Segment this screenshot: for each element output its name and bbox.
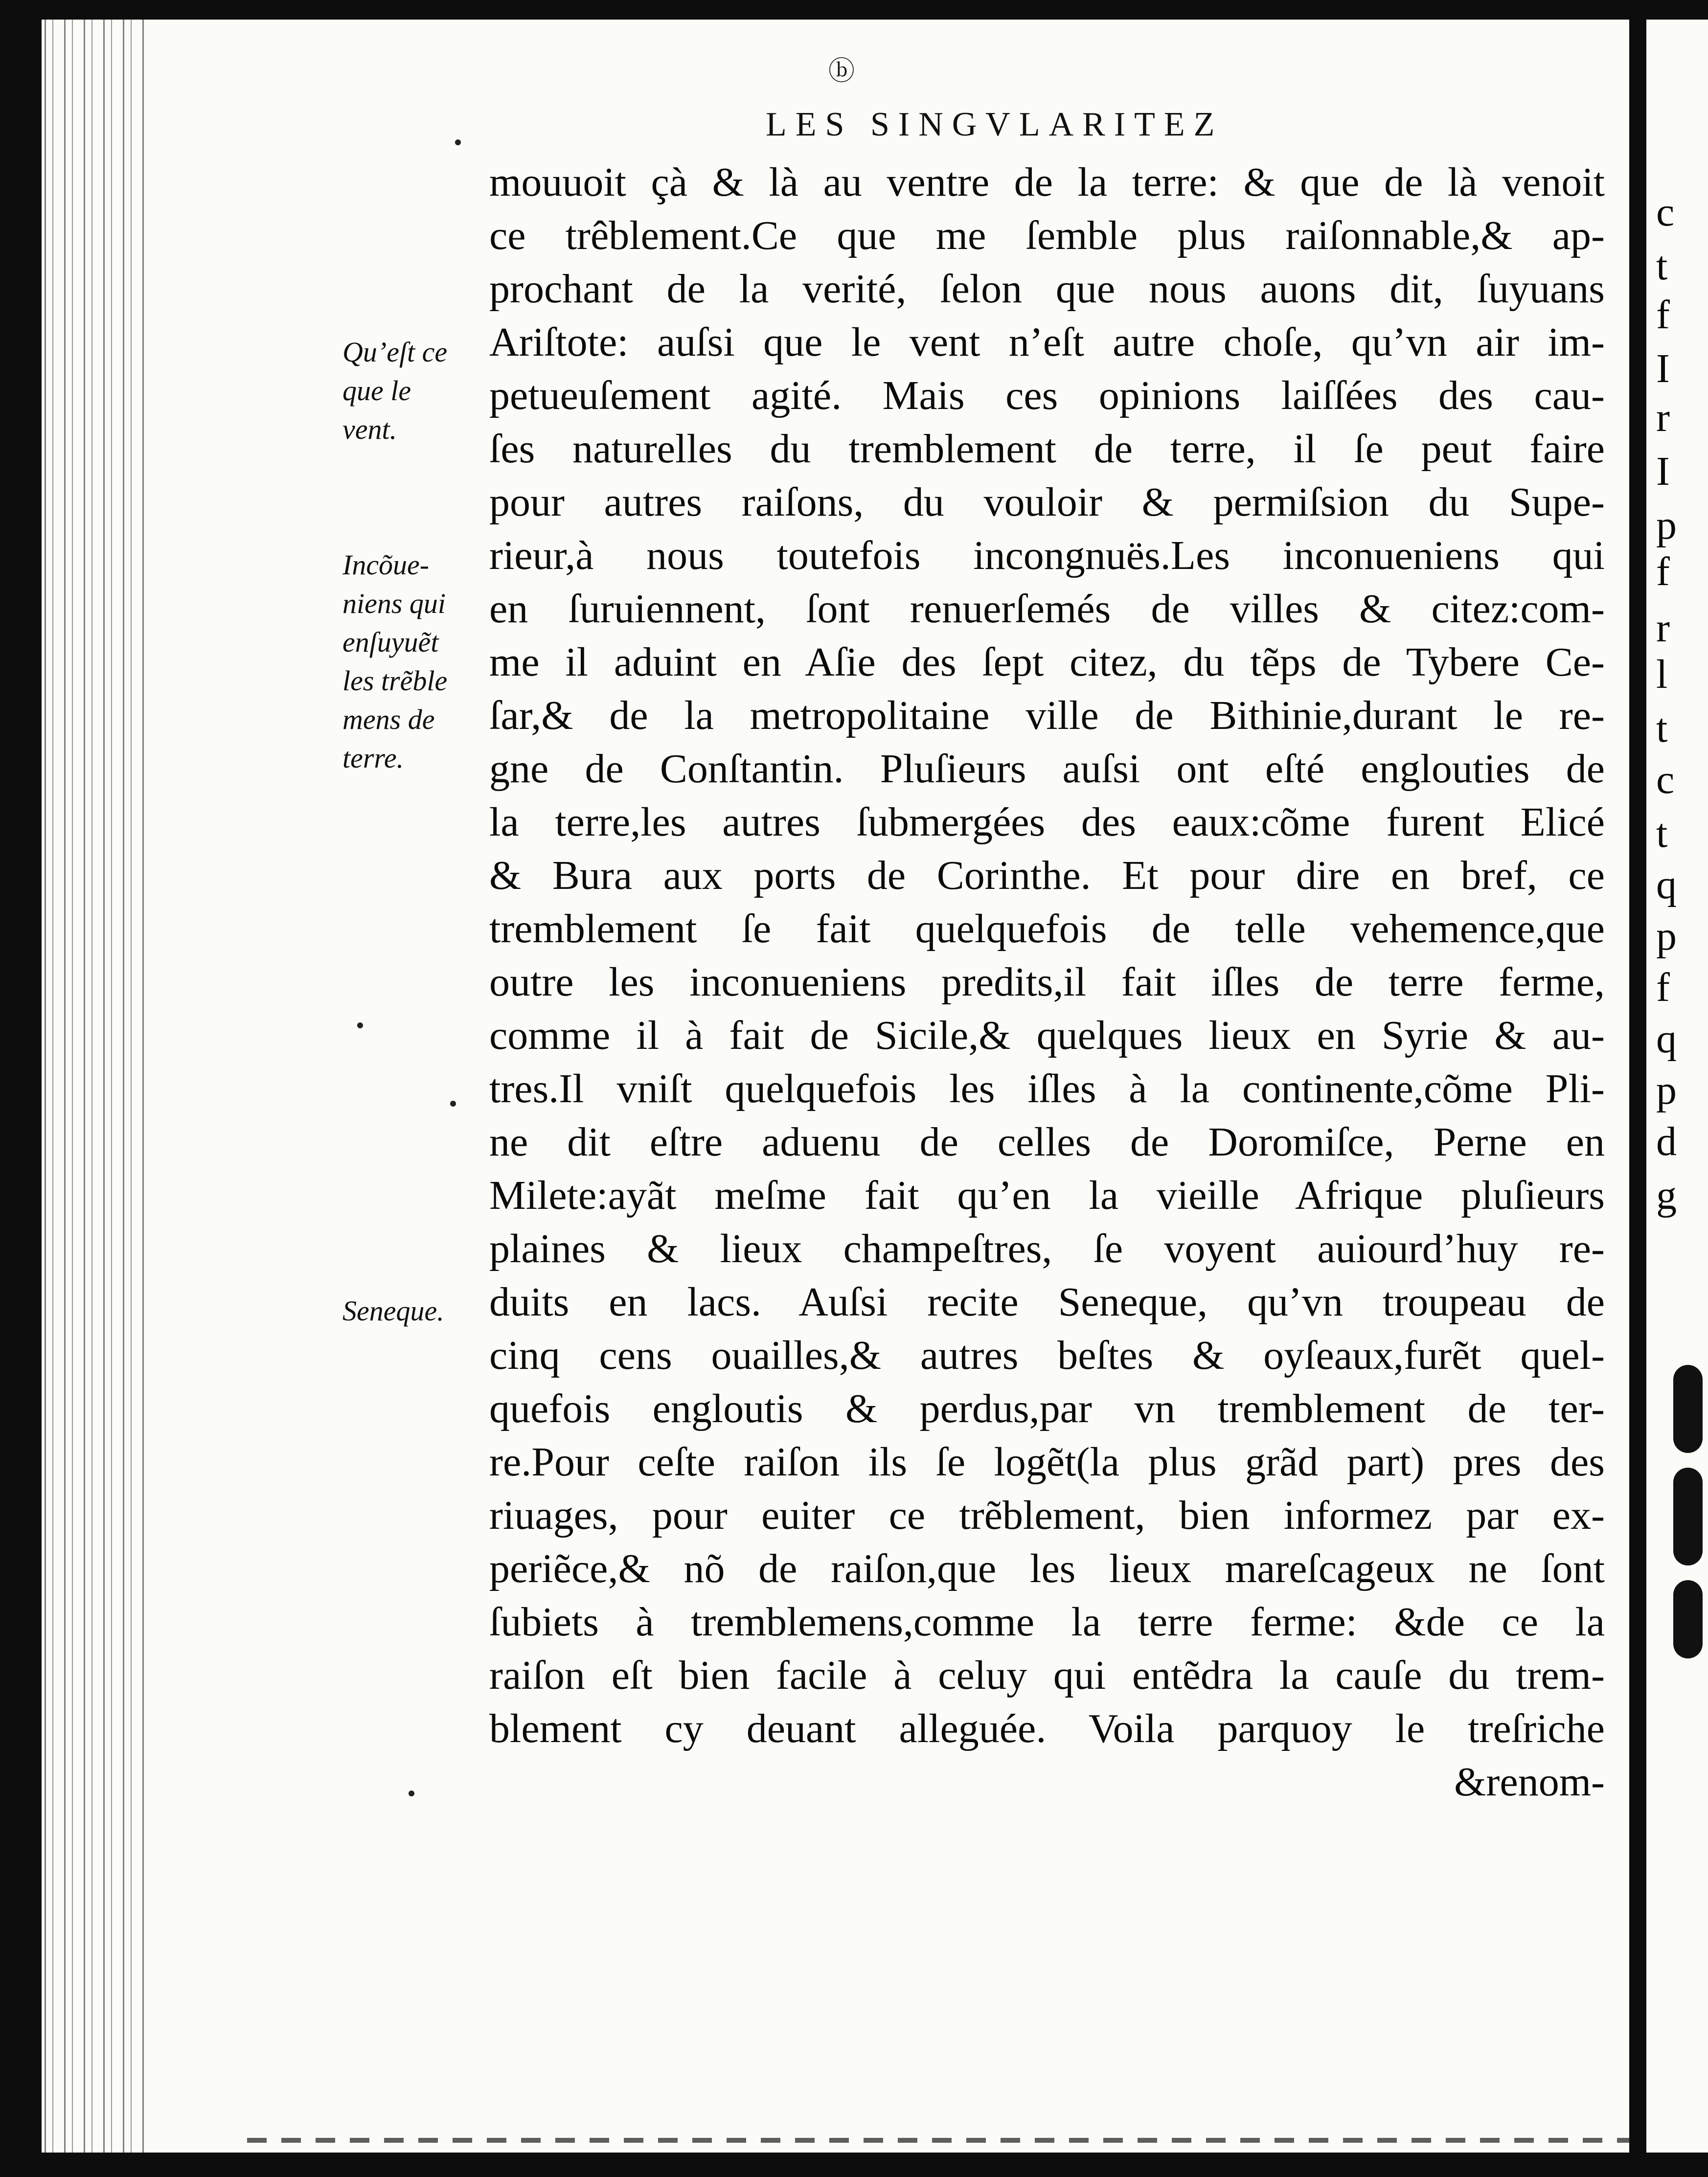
text-line: tres.Il vniſt quelquefois les iſles à la continente,cõme Pli-: [489, 1066, 1605, 1111]
margin-note-line: vent.: [342, 413, 397, 445]
facing-page-letter: f: [1656, 549, 1670, 594]
running-head-word: SINGVLARITEZ: [870, 106, 1224, 143]
facing-page-letter: t: [1656, 705, 1668, 751]
facing-page-letter: t: [1656, 811, 1668, 856]
text-line: & Bura aux ports de Corinthe. Et pour dire en bref, ce: [489, 853, 1605, 898]
catchword: &renom-: [1454, 1759, 1605, 1805]
text-line: ſar,& de la metropolitaine ville de Bithinie,durant le re-: [489, 693, 1605, 738]
text-line: Milete:ayãt meſme fait qu’en la vieille Afrique pluſieurs: [489, 1173, 1605, 1218]
facing-page-letter: p: [1656, 1067, 1677, 1113]
text-line: ce trêblement.Ce que me ſemble plus raiſonnable,& ap-: [489, 213, 1605, 258]
facing-page-letter: l: [1656, 652, 1668, 697]
margin-note-inconueniens: [342, 545, 489, 777]
margin-note-line: enſuyuẽt: [342, 626, 439, 658]
text-line: periẽce,& nõ de raiſon,que les lieux mareſcageux ne ſont: [489, 1546, 1605, 1591]
text-line: raiſon eſt bien facile à celuy qui entẽdra la cauſe du trem-: [489, 1653, 1605, 1698]
facing-page-ornament: [1673, 1365, 1703, 1453]
facing-page-ornament: [1673, 1468, 1703, 1565]
text-line: plaines & lieux champeſtres, ſe voyent auiourd’huy re-: [489, 1226, 1605, 1271]
text-line: la terre,les autres ſubmergées des eaux:cõme furent Elicé: [489, 799, 1605, 845]
margin-note-line: niens qui: [342, 588, 446, 619]
margin-note-line: terre.: [342, 742, 404, 774]
facing-page-letter: c: [1656, 189, 1675, 235]
facing-page-letter: q: [1656, 862, 1677, 907]
margin-note-vent: [342, 333, 489, 449]
bottom-edge-marks: [247, 2138, 1629, 2143]
facing-page-letter: g: [1656, 1173, 1677, 1218]
facing-page-letter: p: [1656, 502, 1677, 548]
text-line: me il aduint en Aſie des ſept citez, du tẽps de Tybere Ce-: [489, 639, 1605, 685]
text-line: mouuoit çà & là au ventre de la terre: & que de là venoit: [489, 159, 1605, 205]
text-line: petueuſement agité. Mais ces opinions laiſſées des cau-: [489, 373, 1605, 418]
page-gutter-shadow: [42, 20, 144, 2153]
margin-note-line: Qu’eſt ce: [342, 336, 448, 368]
facing-page-letter: d: [1656, 1119, 1677, 1164]
facing-page-letter: f: [1656, 965, 1670, 1010]
margin-note-line: que le: [342, 375, 411, 407]
facing-page-letter: r: [1656, 605, 1670, 651]
text-line: comme il à fait de Sicile,& quelques lieux en Syrie & au-: [489, 1013, 1605, 1058]
margin-note-line: Incõue-: [342, 549, 430, 581]
text-line: riuages, pour euiter ce trẽblement, bien informez par ex-: [489, 1493, 1605, 1538]
ink-speck: [455, 139, 461, 145]
facing-page-letter: r: [1656, 395, 1670, 440]
facing-page-edge: [1646, 20, 1708, 2153]
text-line: quefois engloutis & perdus,par vn tremblement de ter-: [489, 1386, 1605, 1431]
running-head-word: LES: [766, 106, 853, 143]
text-line: ſubiets à tremblemens,comme la terre ferme: &de ce la: [489, 1599, 1605, 1645]
ink-speck: [450, 1101, 456, 1107]
text-line: prochant de la verité, ſelon que nous auons dit, ſuyuans: [489, 266, 1605, 312]
ink-speck: [409, 1791, 414, 1796]
text-line: pour autres raiſons, du vouloir & permiſsion du Supe-: [489, 479, 1605, 525]
facing-page-letter: f: [1656, 292, 1670, 338]
facing-page-ornament: [1673, 1580, 1703, 1658]
text-line: gne de Conſtantin. Pluſieurs auſsi ont eſté englouties de: [489, 746, 1605, 792]
running-head: [766, 105, 1353, 144]
text-line: tremblement ſe fait quelquefois de telle vehemence,que: [489, 906, 1605, 952]
ink-speck: [357, 1022, 363, 1028]
facing-page-letter: t: [1656, 243, 1668, 289]
margin-note-seneque: [342, 1292, 489, 1330]
text-line: blement cy deuant alleguée. Voila parquoy le treſriche: [489, 1706, 1605, 1751]
text-line: en ſuruiennent, ſont renuerſemés de villes & citez:com-: [489, 586, 1605, 632]
page-number: ⓑ: [828, 55, 855, 86]
text-line: outre les inconueniens predits,il fait iſles de terre ferme,: [489, 959, 1605, 1005]
margin-note-line: Seneque.: [342, 1295, 444, 1327]
facing-page-letter: I: [1656, 346, 1670, 391]
margin-note-line: les trẽble: [342, 665, 448, 697]
text-line: re.Pour ceſte raiſon ils ſe logẽt(la plus grãd part) pres des: [489, 1439, 1605, 1485]
facing-page-letter: p: [1656, 913, 1677, 959]
margin-note-line: mens de: [342, 703, 435, 735]
facing-page-letter: I: [1656, 449, 1670, 494]
body-text: [489, 156, 1605, 1809]
text-line: rieur,à nous toutefois incongnuës.Les inconueniens qui: [489, 533, 1605, 578]
text-line: cinq cens ouailles,& autres beſtes & oyſeaux,furẽt quel-: [489, 1333, 1605, 1378]
text-line: ne dit eſtre aduenu de celles de Doromiſce, Perne en: [489, 1119, 1605, 1165]
text-line: duits en lacs. Auſsi recite Seneque, qu’vn troupeau de: [489, 1279, 1605, 1325]
facing-page-letter: c: [1656, 757, 1675, 802]
text-line: Ariſtote: auſsi que le vent n’eſt autre choſe, qu’vn air im-: [489, 319, 1605, 365]
facing-page-letter: q: [1656, 1016, 1677, 1062]
text-line: ſes naturelles du tremblement de terre, il ſe peut faire: [489, 426, 1605, 472]
